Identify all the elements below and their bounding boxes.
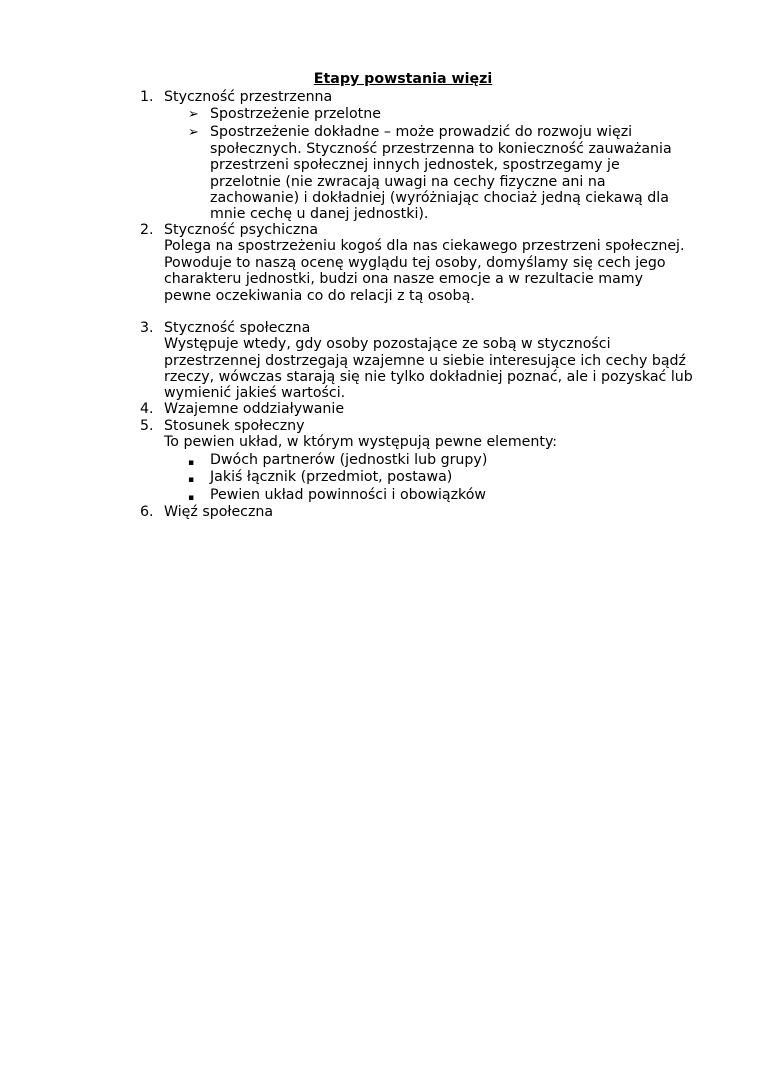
item-5-heading: Stosunek społeczny — [164, 418, 305, 434]
item-5-number: 5. — [140, 418, 154, 434]
item-6-heading: Więź społeczna — [164, 504, 274, 520]
item-3-number: 3. — [140, 320, 154, 336]
item-2-heading: Styczność psychiczna — [164, 222, 319, 238]
item-5-bullet-2: Jakiś łącznik (przedmiot, postawa) — [210, 469, 453, 485]
item-1-heading: Styczność przestrzenna — [164, 89, 333, 105]
item-1-bullet-2-line-4: przelotnie (nie zwracają uwagi na cechy fizyczne ani na — [210, 174, 606, 190]
document-title: Etapy powstania więzi — [313, 71, 493, 87]
item-3-body-line-2: przestrzennej dostrzegają wzajemne u siebie interesujące ich cechy bądź — [164, 353, 687, 369]
item-5-body-line-1: To pewien układ, w którym występują pewne elementy: — [164, 434, 558, 450]
item-3-body-line-3: rzeczy, wówczas starają się nie tylko dokładniej poznać, ale i pozyskać lub — [164, 369, 693, 385]
item-1-bullet-2-line-6: mnie cechę u danej jednostki). — [210, 206, 429, 222]
item-3-heading: Styczność społeczna — [164, 320, 311, 336]
item-5-bullet-1: Dwóch partnerów (jednostki lub grupy) — [210, 452, 488, 468]
item-2-body-line-3: charakteru jednostki, budzi ona nasze emocje a w rezultacie mamy — [164, 271, 644, 287]
item-3-body-line-1: Występuje wtedy, gdy osoby pozostające ze sobą w styczności — [164, 336, 611, 352]
square-bullet-icon: ▪ — [188, 458, 195, 468]
item-1-bullet-1: Spostrzeżenie przelotne — [210, 106, 381, 122]
item-2-body-line-4: pewne oczekiwania co do relacji z tą osobą. — [164, 288, 475, 304]
item-1-number: 1. — [140, 89, 154, 105]
item-1-bullet-2-line-1: Spostrzeżenie dokładne – może prowadzić do rozwoju więzi — [210, 124, 633, 140]
item-2-number: 2. — [140, 222, 154, 238]
item-1-bullet-2-line-2: społecznych. Styczność przestrzenna to konieczność zauważania — [210, 141, 672, 157]
arrow-bullet-icon: ➢ — [188, 107, 199, 122]
item-1-bullet-2-line-3: przestrzeni społecznej innych jednostek, spostrzegamy je — [210, 157, 620, 173]
item-6-number: 6. — [140, 504, 154, 520]
item-4-number: 4. — [140, 401, 154, 417]
item-5-bullet-3: Pewien układ powinności i obowiązków — [210, 487, 487, 503]
item-4-heading: Wzajemne oddziaływanie — [164, 401, 345, 417]
square-bullet-icon: ▪ — [188, 475, 195, 485]
item-2-body-line-2: Powoduje to naszą ocenę wyglądu tej osoby, domyślamy się cech jego — [164, 255, 666, 271]
arrow-bullet-icon: ➢ — [188, 125, 199, 140]
item-1-bullet-2-line-5: zachowanie) i dokładniej (wyróżniając chociaż jedną ciekawą dla — [210, 190, 669, 206]
item-3-body-line-4: wymienić jakieś wartości. — [164, 385, 346, 401]
item-2-body-line-1: Polega na spostrzeżeniu kogoś dla nas ciekawego przestrzeni społecznej. — [164, 238, 685, 254]
square-bullet-icon: ▪ — [188, 493, 195, 503]
